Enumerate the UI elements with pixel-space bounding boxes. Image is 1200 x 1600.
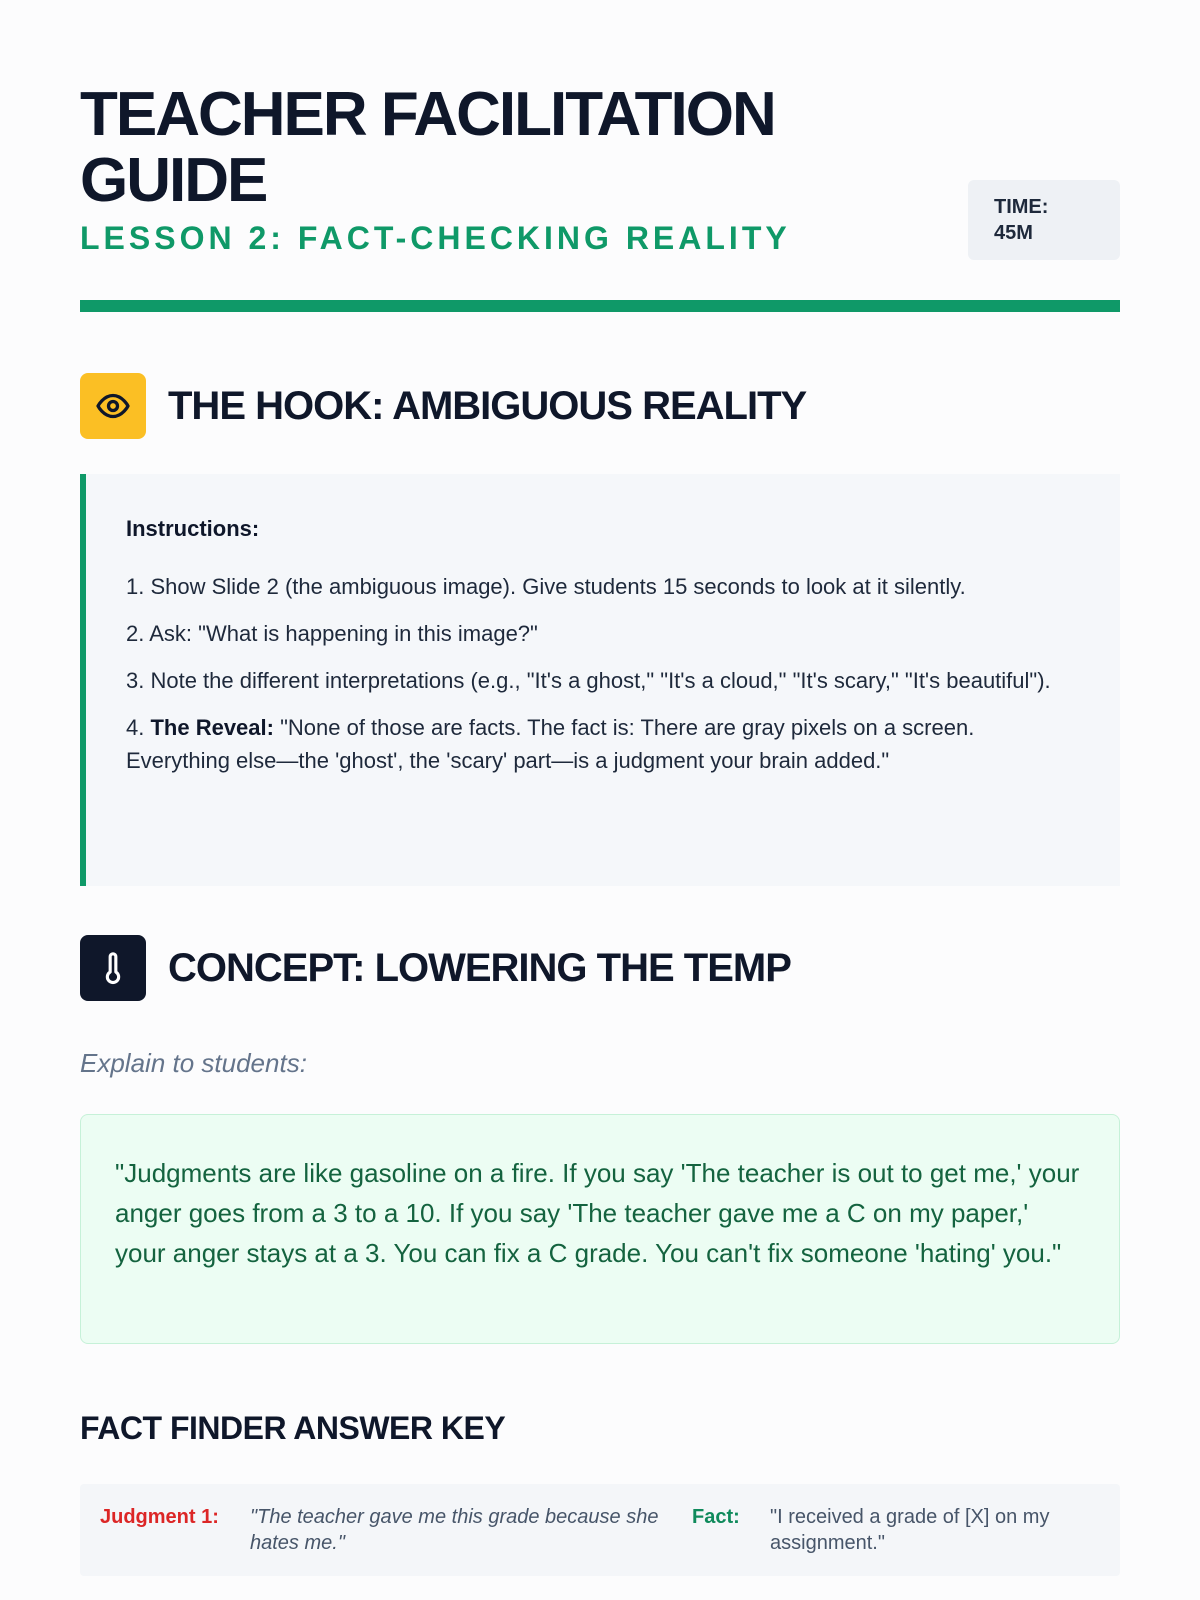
judgment-label: Judgment 1: [100, 1506, 219, 1528]
document-header [80, 82, 1120, 257]
reveal-text: "None of those are facts. The fact is: There are gray pixels on a screen. Everything else—the 'ghost', the 'scary' part—is a judgment your brain added." [126, 715, 975, 773]
hook-instructions-box [80, 474, 1120, 886]
document-title: TEACHER FACILITATION GUIDE [80, 80, 775, 215]
hook-title: THE HOOK: AMBIGUOUS REALITY [168, 383, 807, 428]
fact-label: Fact: [692, 1506, 740, 1528]
eye-icon [80, 373, 146, 439]
instruction-steps [126, 570, 1080, 777]
instruction-step: 2. Ask: "What is happening in this image?" [126, 621, 538, 646]
answer-key-row [80, 1484, 1120, 1576]
explain-label: Explain to students: [80, 1048, 307, 1078]
header-divider [80, 300, 1120, 312]
hook-section-heading [80, 373, 806, 439]
instructions-label: Instructions: [126, 516, 260, 541]
instruction-step: 3. Note the different interpretations (e.g., "It's a ghost," "It's a cloud," "It's scary," "It's beautiful"). [126, 668, 1051, 693]
thermometer-icon [80, 935, 146, 1001]
lesson-subtitle: LESSON 2: FACT-CHECKING REALITY [80, 220, 791, 256]
time-badge [968, 180, 1120, 260]
concept-title: CONCEPT: LOWERING THE TEMP [168, 945, 791, 990]
answer-key-title: FACT FINDER ANSWER KEY [80, 1410, 506, 1446]
reveal-label: The Reveal: [150, 715, 274, 740]
instruction-step [126, 711, 1080, 777]
fact-text: "I received a grade of [X] on my assignment." [770, 1506, 1050, 1554]
time-value: 45M [994, 222, 1033, 244]
instruction-step: 1. Show Slide 2 (the ambiguous image). Give students 15 seconds to look at it silently. [126, 574, 966, 599]
concept-quote: "Judgments are like gasoline on a fire. If you say 'The teacher is out to get me,' your anger goes from a 3 to a 10. If you say 'The teacher gave me a C on my paper,' your anger stays at a 3. You can fix a C grade. You can't fix someone 'hating' you." [115, 1158, 1080, 1268]
time-label: TIME: [994, 196, 1049, 218]
concept-quote-box [80, 1114, 1120, 1344]
judgment-text: "The teacher gave me this grade because she hates me." [250, 1506, 659, 1554]
step-number: 4. [126, 715, 151, 740]
concept-section-heading [80, 935, 791, 1001]
